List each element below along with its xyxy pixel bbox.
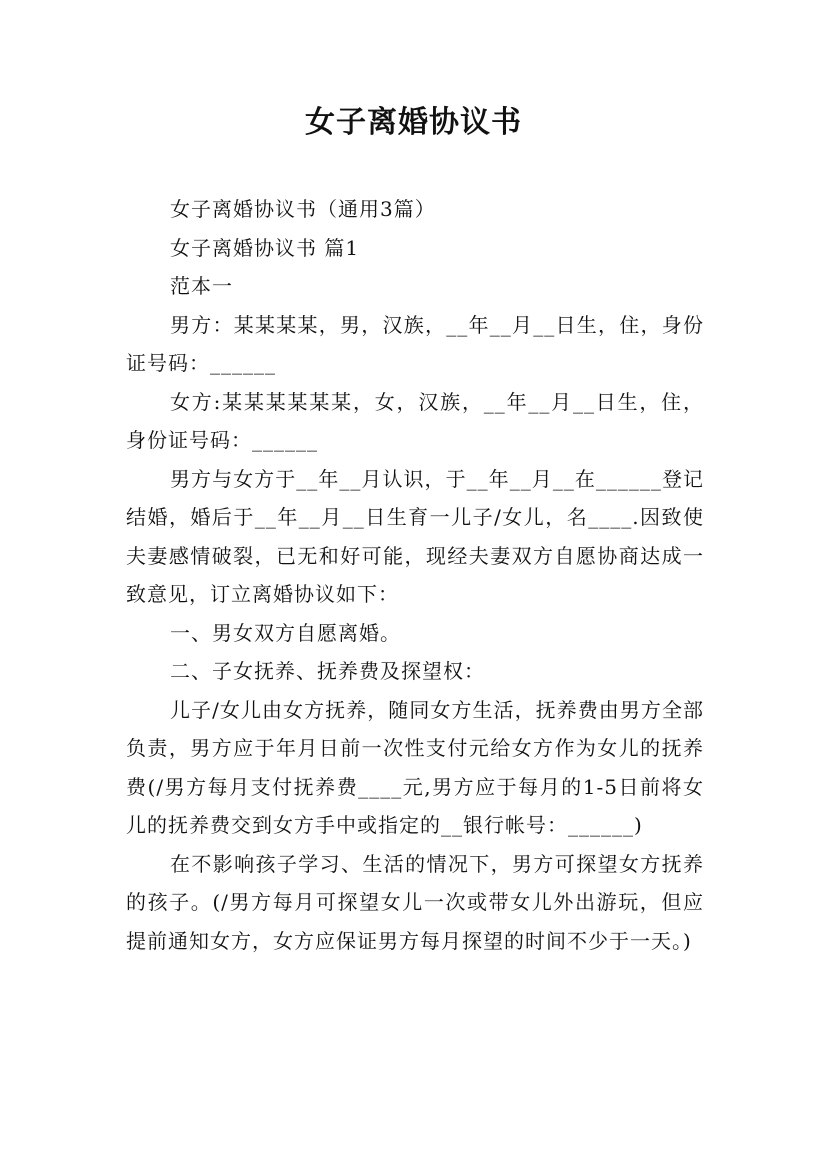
paragraph-section-heading: 女子离婚协议书 篇1: [170, 235, 360, 260]
paragraph-child-support: 儿子/女儿由女方抚养，随同女方生活，抚养费由男方全部负责，男方应于年月日前一次性支付元给女方作为女儿的抚养费(/男方每月支付抚养费____元,男方应于每月的1-5日前将女儿的抚养费交到女方手中或指定的__银行帐号：______): [126, 697, 704, 837]
paragraph-husband-info: 男方：某某某某，男，汉族，__年__月__日生，住，身份证号码：______: [126, 312, 704, 375]
paragraph-visitation: 在不影响孩子学习、生活的情况下，男方可探望女方抚养的孩子。(/男方每月可探望女儿一次或带女儿外出游玩，但应提前通知女方，女方应保证男方每月探望的时间不少于一天。): [126, 851, 704, 953]
paragraph-marriage-background: 男方与女方于__年__月认识，于__年__月__在______登记结婚，婚后于__年__月__日生育一儿子/女儿，名____.因致使夫妻感情破裂，已无和好可能，现经夫妻双方自愿协商达成一致意见，订立离婚协议如下：: [126, 466, 704, 606]
paragraph-wife-info: 女方:某某某某某某，女，汉族，__年__月__日生，住，身份证号码：______: [126, 389, 704, 452]
paragraph-clause-1: 一、男女双方自愿离婚。: [170, 620, 401, 645]
paragraph-template-label: 范本一: [170, 274, 233, 298]
paragraph-subtitle: 女子离婚协议书（通用3篇）: [170, 197, 436, 221]
document-body: [126, 190, 704, 960]
paragraph-clause-2-heading: 二、子女抚养、抚养费及探望权：: [170, 659, 485, 683]
document-title: 女子离婚协议书: [305, 105, 522, 140]
